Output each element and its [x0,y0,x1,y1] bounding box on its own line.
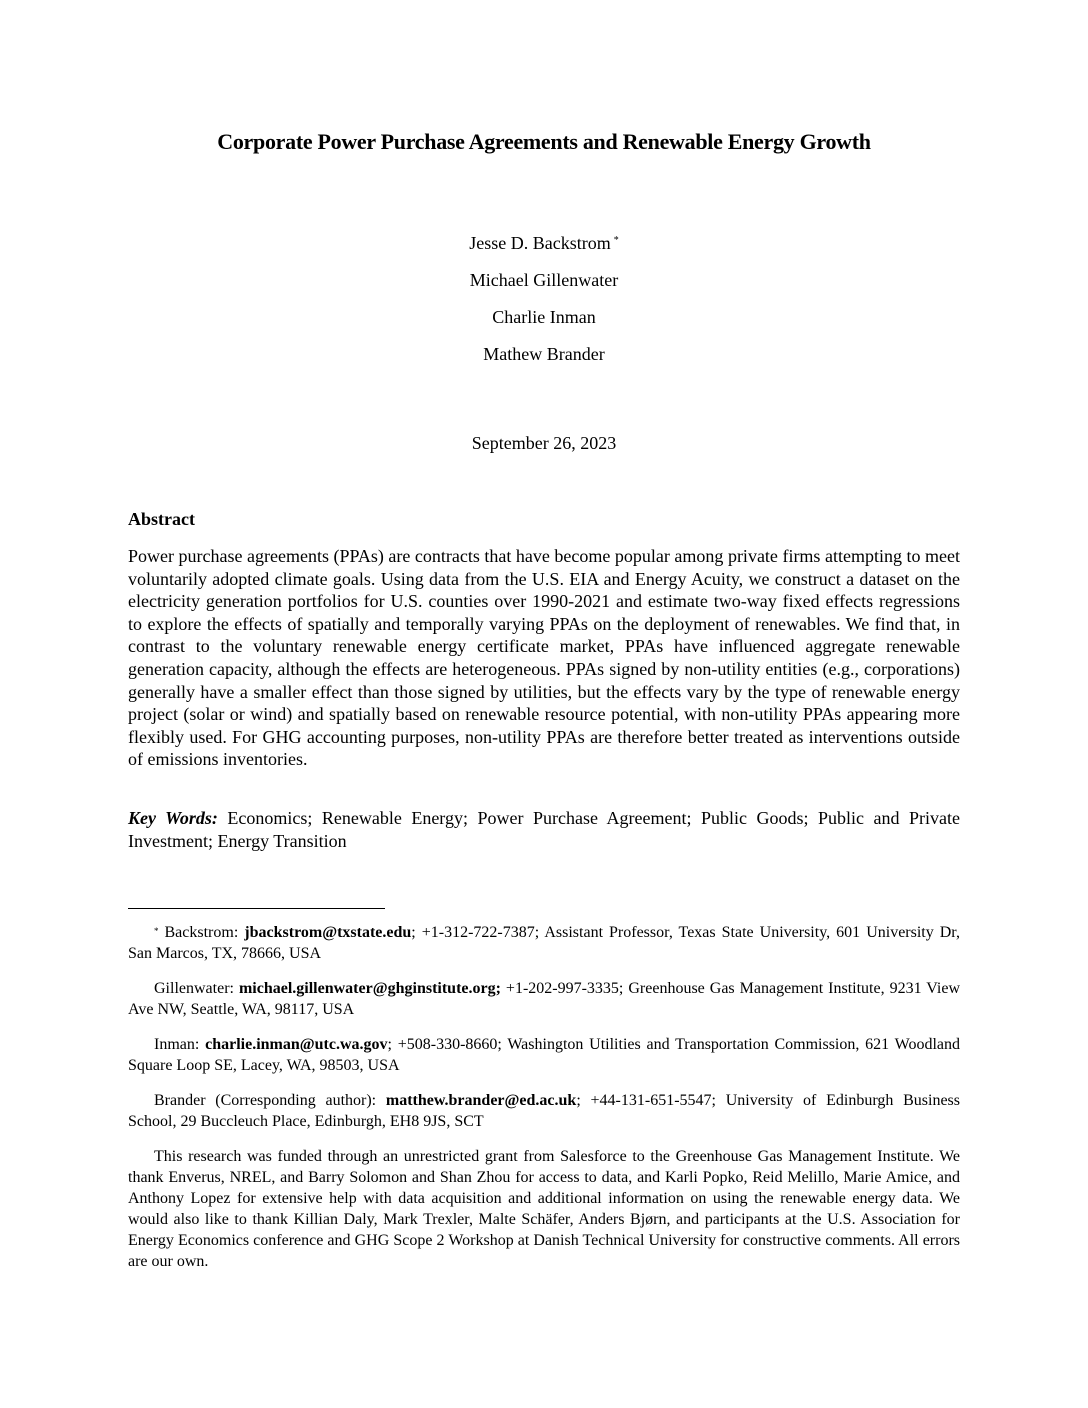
author-list [0,232,1088,380]
email-link[interactable]: michael.gillenwater@ghginstitute.org; [238,980,501,997]
abstract-text: Power purchase agreements (PPAs) are contracts that have become popular among private firms attempting to meet voluntarily adopted climate goals. Using data from the U.S. EIA and Energy Acuity, we construct a dataset on the electricity generation portfolios for U.S. counties over 1990-2021 and estimate two-way fixed effects regressions to explore the effects of spatially and temporally varying PPAs on the deployment of renewables. We find that, in contrast to the voluntary renewable energy certificate market, PPAs have influenced aggregate renewable generation capacity, although the effects are heterogeneous. PPAs signed by non-utility entities (e.g., corporations) generally have a smaller effect than those signed by utilities, but the effects vary by the type of renewable energy project (solar or wind) and spatially based on renewable resource potential, with non-utility PPAs appearing more flexibly used. For GHG accounting purposes, non-utility PPAs are therefore better treated as interventions outside of emissions inventories. [128,546,960,770]
footnote-prefix: Brander (Corresponding author): [154,1092,386,1109]
keywords [128,807,960,852]
footnote-rest: ; +1-312-722-7387; Assistant Professor, Texas State University, 601 University Dr, San Marcos, TX, 78666, USA [128,924,960,962]
author-name: Charlie Inman [492,307,596,327]
footnote-prefix: Inman: [154,1036,206,1053]
footnote-inman [128,1034,960,1076]
email-link[interactable]: matthew.brander@ed.ac.uk [385,1092,577,1109]
paper-title: Corporate Power Purchase Agreements and Renewable Energy Growth [217,129,871,154]
author-name: Jesse D. Backstrom [469,233,611,253]
author-name: Michael Gillenwater [469,270,619,290]
footnote-prefix: Backstrom: [164,924,245,941]
publication-date: September 26, 2023 [471,433,617,453]
keywords-text: Economics; Renewable Energy; Power Purchase Agreement; Public Goods; Public and Private Investment; Energy Transition [128,808,960,851]
acknowledgements: This research was funded through an unrestricted grant from Salesforce to the Greenhouse Gas Management Institute. We thank Enverus, NREL, and Barry Solomon and Shan Zhou for access to data, and Karli Popko, Reid Melillo, Marie Amice, and Anthony Lopez for extensive help with data acquisition and additional information on using the renewable energy data. We would also like to thank Killian Daly, Mark Trexler, Malte Schäfer, Anders Bjørn, and participants at the U.S. Association for Energy Economics conference and GHG Scope 2 Workshop at Danish Technical University for constructive comments. All errors are our own. [128,1148,960,1270]
author-inman [0,306,1088,343]
footnote-brander [128,1090,960,1132]
author-brander [0,343,1088,380]
footnote-mark: * [154,926,159,936]
author-backstrom [0,232,1088,269]
footnote-mark: * [613,235,619,246]
author-name: Mathew Brander [483,344,605,364]
email-link[interactable]: charlie.inman@utc.wa.gov [205,1036,388,1053]
abstract-heading: Abstract [128,509,195,529]
footnote-rest: ; +44-131-651-5547; University of Edinburgh Business School, 29 Buccleuch Place, Edinburgh, EH8 9JS, SCT [128,1092,961,1130]
footnote-prefix: Gillenwater: [154,980,239,997]
author-gillenwater [0,269,1088,306]
footnote-divider [128,908,385,909]
footnote-rest: ; +508-330-8660; Washington Utilities and Transportation Commission, 621 Woodland Square Loop SE, Lacey, WA, 98503, USA [128,1036,960,1074]
email-link[interactable]: jbackstrom@txstate.edu [244,924,412,941]
keywords-label: Key Words: [128,808,218,828]
footnotes [128,922,960,1286]
footnote-gillenwater [128,978,960,1020]
footnote-rest: +1-202-997-3335; Greenhouse Gas Management Institute, 9231 View Ave NW, Seattle, WA, 98117, USA [128,980,960,1018]
footnote-backstrom [128,922,960,964]
